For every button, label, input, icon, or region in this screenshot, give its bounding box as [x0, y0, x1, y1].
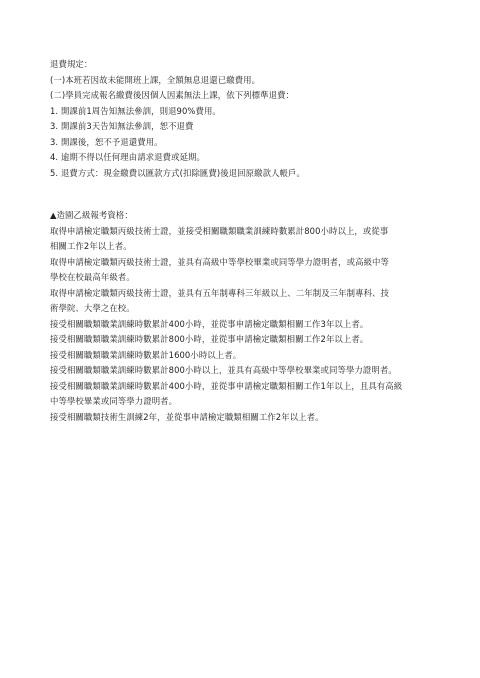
qualification-line: 相關工作2年以上者。 — [50, 241, 132, 251]
qualification-line: 取得申請檢定職類丙級技術士證，並具有五年制專科三年級以上、二年制及三年制專科、技 — [50, 287, 389, 298]
refund-policy-item: 3. 開課後，恕不予退還費用。 — [50, 136, 163, 147]
refund-policy-section — [50, 57, 460, 181]
refund-policy-item: 4. 逾期不得以任何理由請求退費或延期。 — [50, 152, 206, 162]
qualification-line: 接受相關職類技術生訓練2年，並從事申請檢定職類相關工作2年以上者。 — [50, 411, 324, 422]
refund-policy-item: (一)本班若因故未能開班上課，全額無息退還已繳費用。 — [50, 74, 261, 85]
refund-policy-item: 3. 開課前3天告知無法參訓，恕不退費 — [50, 121, 194, 131]
qualification-line: 術學院、大學之在校。 — [50, 303, 135, 313]
qualification-line: 取得申請檢定職類丙級技術士證，並接受相關職類職業訓練時數累計800小時以上，或從事 — [50, 225, 389, 236]
qualification-line: 接受相關職類職業訓練時數累計400小時，並從事申請檢定職類相關工作3年以上者。 — [50, 318, 369, 329]
qualification-line: 接受相關職類職業訓練時數累計1600小時以上者。 — [50, 349, 242, 360]
exam-qualifications-heading: ▲造園乙級報考資格： — [50, 210, 133, 220]
refund-policy-item: 5. 退費方式：現金繳費以匯款方式(扣除匯費)後退回原繳款人帳戶。 — [50, 167, 305, 178]
qualification-line: 取得申請檢定職類丙級技術士證，並具有高級中等學校畢業或同等學力證明者，或高級中等 — [50, 256, 389, 267]
refund-policy-item: 1. 開課前1周告知無法參訓，則退90%費用。 — [50, 105, 221, 116]
qualification-line: 接受相關職類職業訓練時數累計800小時以上，並具有高級中等學校畢業或同等學力證明者。 — [50, 365, 397, 375]
refund-policy-item: (二)學員完成報名繳費後因個人因素無法上課，依下列標準退費： — [50, 90, 295, 100]
qualification-line: 學校在校最高年級者。 — [50, 272, 135, 282]
qualification-line: 接受相關職類職業訓練時數累計800小時，並從事申請檢定職類相關工作2年以上者。 — [50, 334, 369, 344]
qualification-line: 中等學校畢業或同等學力證明者。 — [50, 396, 178, 406]
qualification-line: 接受相關職類職業訓練時數累計400小時，並從事申請檢定職類相關工作1年以上，且具有高級 — [50, 380, 403, 391]
refund-policy-heading: 退費規定： — [50, 59, 93, 69]
exam-qualifications-section — [50, 208, 460, 425]
